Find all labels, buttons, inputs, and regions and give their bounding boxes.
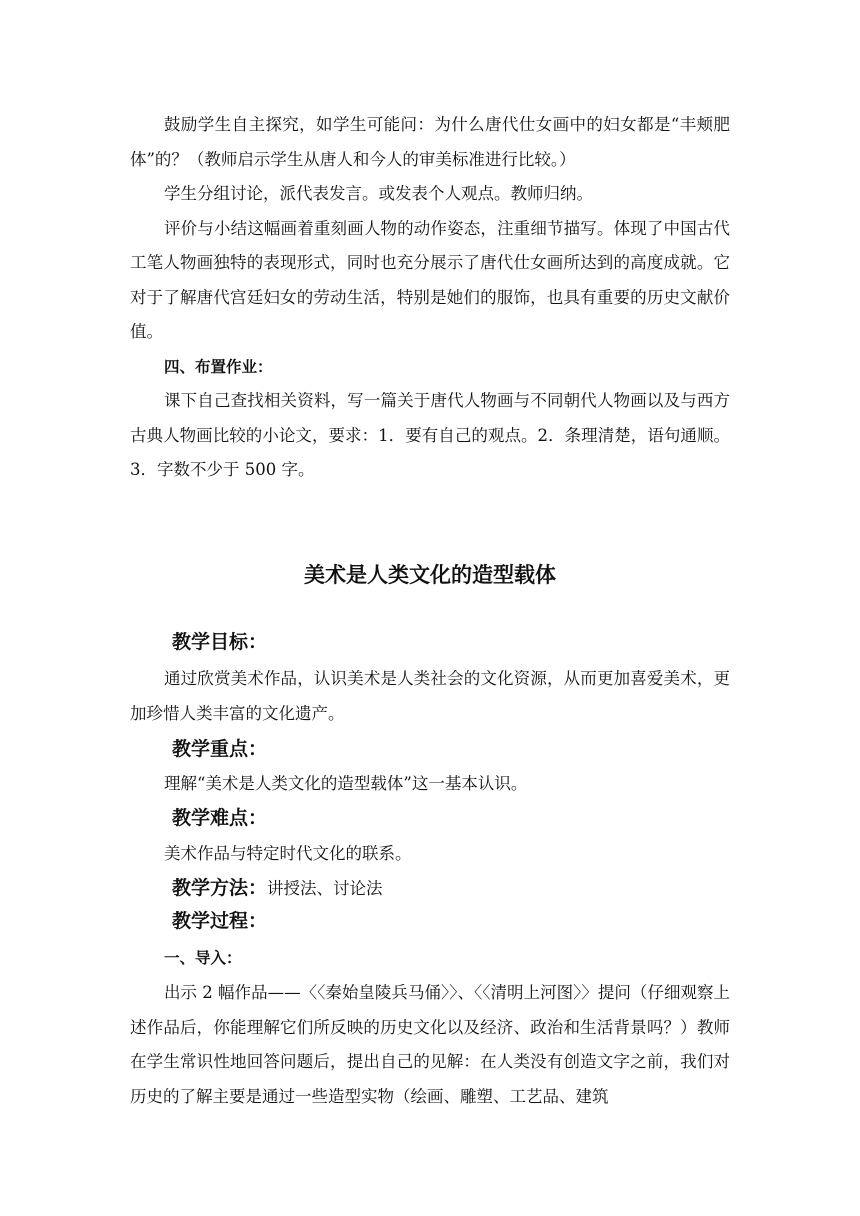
process-heading: 教学过程： bbox=[172, 910, 268, 932]
difficulty-text: 美术作品与特定时代文化的联系。 bbox=[164, 844, 412, 863]
paragraph-homework: 课下自己查找相关资料，写一篇关于唐代人物画与不同朝代人物画以及与西方古典人物画比较的小论文，要求：1．要有自己的观点。2．条理清楚，语句通顺。 3．字数不少于 500 字。 bbox=[130, 391, 730, 479]
focus-heading: 教学重点： bbox=[172, 738, 268, 760]
lesson-title: 美术是人类文化的造型载体 bbox=[304, 563, 556, 587]
focus-text: 理解“美术是人类文化的造型载体”这一基本认识。 bbox=[164, 774, 528, 793]
paragraph-inquiry: 鼓励学生自主探究，如学生可能问：为什么唐代仕女画中的妇女都是“丰颊肥体”的？（教师启示学生从唐人和今人的审美标准进行比较。） bbox=[130, 115, 730, 169]
objective-text: 通过欣赏美术作品，认识美术是人类社会的文化资源，从而更加喜爱美术，更加珍惜人类丰富的文化遗产。 bbox=[130, 669, 730, 723]
step1-heading: 一、导入： bbox=[164, 949, 242, 967]
paragraph-discussion: 学生分组讨论，派代表发言。或发表个人观点。教师归纳。 bbox=[164, 184, 593, 203]
paragraph-evaluation: 评价与小结这幅画着重刻画人物的动作姿态，注重细节描写。体现了中国古代工笔人物画独特的表现形式，同时也充分展示了唐代仕女画所达到的高度成就。它对于了解唐代宫廷妇女的劳动生活，特别是她们的服饰，也具有重要的历史文献价值。 bbox=[130, 218, 730, 341]
heading-homework: 四、布置作业： bbox=[164, 357, 273, 376]
method-row bbox=[172, 872, 383, 905]
step1-text: 出示 2 幅作品——〈〈秦始皇陵兵马俑〉〉、〈〈清明上河图〉〉提问（仔细观察上述作品后，你能理解它们所反映的历史文化以及经济、政治和生活背景吗？）教师在学生常识性地回答问题后，提出自己的见解：在人类没有创造文字之前，我们对历史的了解主要是通过一些造型实物（绘画、雕塑、工艺品、建筑 bbox=[130, 983, 730, 1106]
method-heading: 教学方法： bbox=[172, 877, 268, 899]
objective-section bbox=[130, 662, 730, 731]
objective-heading: 教学目标： bbox=[172, 631, 268, 653]
difficulty-heading: 教学难点： bbox=[172, 807, 268, 829]
method-text: 讲授法、讨论法 bbox=[267, 879, 383, 898]
step1-section bbox=[130, 976, 730, 1114]
upper-section bbox=[130, 108, 730, 488]
